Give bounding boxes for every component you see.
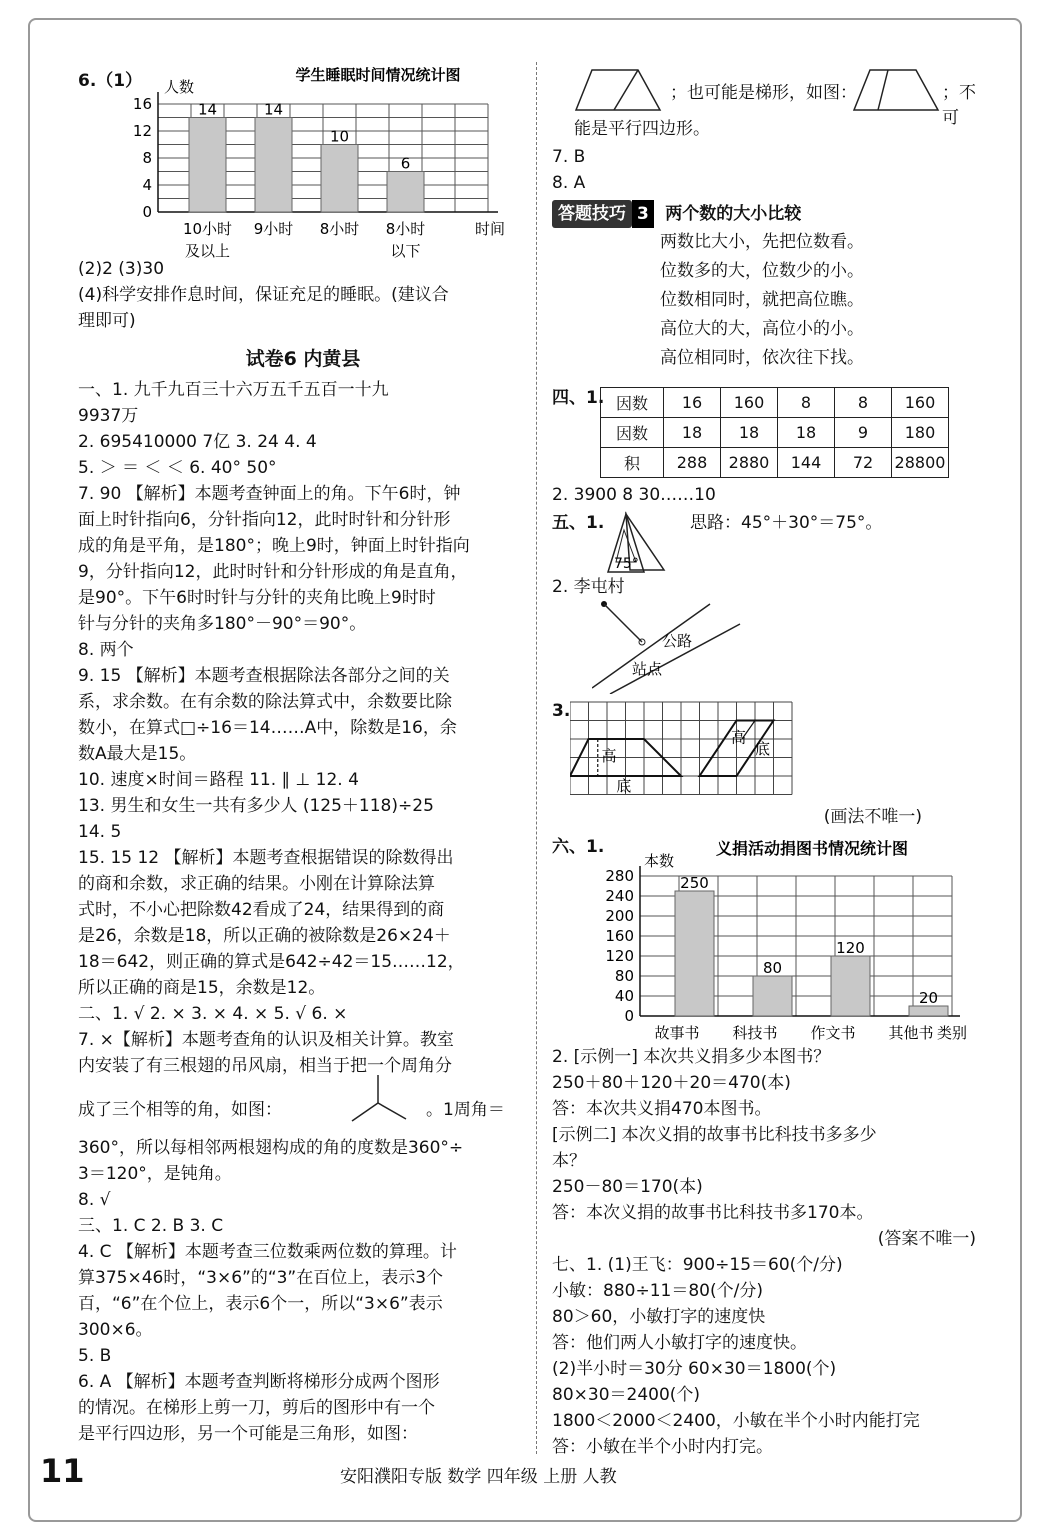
answer-line: 300×6。 — [78, 1320, 153, 1340]
bar-value-label: 14 — [263, 100, 284, 119]
answer-line: 80×30＝2400(个) — [552, 1385, 701, 1405]
table-cell: 72 — [835, 448, 892, 478]
bar-value-label: 20 — [918, 989, 939, 1007]
grid-note: (画法不唯一) — [823, 807, 922, 827]
answer-line: 10. 速度×时间＝路程 11. ∥ ⊥ 12. 4 — [78, 770, 359, 790]
column-divider — [536, 62, 537, 1454]
y-tick-label: 200 — [605, 907, 634, 925]
bar-value-label: 14 — [197, 100, 218, 119]
answer-line: 15. 15 12 【解析】本题考查根据错误的除数得出 — [78, 848, 454, 868]
category-label: 8小时 — [385, 220, 426, 238]
left-column — [78, 58, 528, 1447]
answer-line: 所以正确的商是15，余数是12。 — [78, 978, 326, 998]
q7-answer: 7. B — [552, 147, 586, 167]
table-cell: 因数 — [601, 418, 664, 448]
table-cell: 18 — [778, 418, 835, 448]
answer-line: 答：本次共义捐470本图书。 — [552, 1099, 772, 1119]
shape-text-b: ；不可 — [942, 83, 976, 128]
answer-line: 内安装了有三根翅的吊风扇，相当于把一个周角分 — [78, 1056, 452, 1076]
donation-bar-chart — [552, 832, 972, 1044]
fan-text-a: 成了三个相等的角，如图： — [78, 1100, 282, 1120]
table-cell: 8 — [835, 388, 892, 418]
bar — [675, 891, 714, 1016]
answer-line: 7. ×【解析】本题考查角的认识及相关计算。教室 — [78, 1030, 454, 1050]
footer-info: 安阳濮阳专版 数学 四年级 上册 人教 — [340, 1467, 617, 1487]
answer-line: 9. 15 【解析】本题考查根据除法各部分之间的关 — [78, 666, 450, 686]
bar — [255, 118, 292, 213]
answer-lines-2 — [78, 1135, 528, 1447]
s5-idea: 思路：45°＋30°＝75°。 — [690, 513, 883, 533]
fan-text-b: 。1周角＝ — [426, 1100, 505, 1120]
y-tick-label: 12 — [132, 122, 152, 140]
table-cell: 18 — [664, 418, 721, 448]
bar — [189, 118, 226, 213]
answer-line: 针与分针的夹角多180°－90°＝90°。 — [78, 614, 367, 634]
answer-line: 8. 两个 — [78, 640, 134, 660]
answer-line: 4. C 【解析】本题考查三位数乘两位数的算理。计 — [78, 1242, 457, 1262]
bar-value-label: 120 — [836, 939, 865, 957]
product-table — [600, 387, 949, 478]
answer-line: 80＞60，小敏打字的速度快 — [552, 1307, 766, 1327]
chart-title: 义捐活动捐图书情况统计图 — [715, 839, 909, 858]
table-cell: 160 — [721, 388, 778, 418]
fan-diagram — [346, 1075, 426, 1135]
category-label: 10小时 — [182, 220, 233, 238]
bar — [321, 145, 358, 213]
fan-line — [78, 1079, 528, 1135]
table-cell: 9 — [835, 418, 892, 448]
section6-q1 — [552, 832, 982, 1044]
answer-line: 9，分针指向12，此时时针和分针形成的角是直角， — [78, 562, 468, 582]
answer-line: 的商和余数，求正确的结果。小刚在计算除法算 — [78, 874, 435, 894]
table-cell: 18 — [721, 418, 778, 448]
section4 — [552, 385, 982, 508]
answer-line: 2. 695410000 7亿 3. 24 4. 4 — [78, 432, 317, 452]
y-tick-label: 40 — [614, 987, 634, 1005]
y-tick-label: 240 — [605, 887, 634, 905]
chart-title: 学生睡眠时间情况统计图 — [295, 66, 461, 84]
y-tick-label: 0 — [142, 203, 152, 221]
bar-value-label: 6 — [400, 154, 411, 173]
poem-line: 位数相同时，就把高位瞧。 — [660, 290, 864, 310]
y-tick-label: 280 — [605, 867, 634, 885]
bar — [909, 1006, 948, 1016]
q6-line: (4)科学安排作息时间，保证充足的睡眠。(建议合 — [78, 285, 449, 305]
page-footer — [40, 1452, 1000, 1492]
y-tick-label: 0 — [624, 1007, 634, 1025]
section5-q3 — [552, 698, 982, 832]
answer-line: 答：本次义捐的故事书比科技书多170本。 — [552, 1203, 874, 1223]
y-tick-label: 8 — [142, 149, 152, 167]
answer-line: 的情况。在梯形上剪一刀，剪后的图形中有一个 — [78, 1398, 435, 1418]
sleep-bar-chart — [108, 58, 548, 258]
q6-line: (2)2 (3)30 — [78, 259, 165, 279]
table-cell: 积 — [601, 448, 664, 478]
answer-lines-1 — [78, 377, 528, 1079]
answer-line: 百，“6”在个位上，表示6个一，所以“3×6”表示 — [78, 1294, 443, 1314]
y-axis-label: 人数 — [164, 78, 195, 96]
answer-line: 14. 5 — [78, 822, 122, 842]
height-label: 高 — [601, 747, 617, 766]
x-axis-label: 时间 — [474, 220, 506, 238]
category-label: 以下 — [390, 242, 421, 258]
table-row — [601, 418, 949, 448]
answer-line: 是26，余数是18，所以正确的被除数是26×24＋ — [78, 926, 451, 946]
page-number: 11 — [40, 1452, 85, 1490]
poem-line: 高位大的大，高位小的小。 — [660, 319, 864, 339]
s4-q2: 2. 3900 8 30……10 — [552, 485, 716, 505]
right-column — [552, 64, 982, 1460]
answer-line: 3＝120°，是钝角。 — [78, 1164, 232, 1184]
answer-lines-right — [552, 1044, 982, 1226]
tip-number: 3 — [632, 200, 654, 228]
bar — [831, 956, 870, 1016]
base-label: 底 — [616, 776, 632, 795]
table-cell: 288 — [664, 448, 721, 478]
answer-line: 是90°。下午6时时针与分针的夹角比晚上9时时 — [78, 588, 436, 608]
trapezoid-triangle-figure — [574, 66, 664, 112]
category-label: 其他书 — [888, 1024, 934, 1042]
table-row — [601, 388, 949, 418]
height-label: 高 — [730, 728, 746, 747]
poem-line: 两数比大小，先把位数看。 — [660, 232, 864, 252]
y-tick-label: 160 — [605, 927, 634, 945]
road-label: 公路 — [662, 632, 693, 650]
category-label: 科技书 — [732, 1024, 778, 1042]
station-label: 站点 — [632, 660, 663, 678]
tip-title: 两个数的大小比较 — [665, 204, 802, 224]
answer-line: 1800＜2000＜2400，小敏在半个小时内能打完 — [552, 1411, 920, 1431]
y-tick-label: 80 — [614, 967, 634, 985]
bar-value-label: 250 — [680, 874, 709, 892]
section-title: 试卷6 内黄县 — [245, 348, 361, 370]
answer-line: 成的角是平角，是180°；晚上9时，钟面上时针指向 — [78, 536, 470, 556]
poem-line: 位数多的大，位数少的小。 — [660, 261, 864, 281]
set-square-figure — [600, 510, 680, 580]
answer-line: 360°，所以每相邻两根翅构成的角的度数是360°÷ — [78, 1138, 464, 1158]
answer-line: 5. B — [78, 1346, 112, 1366]
bar-value-label: 80 — [762, 959, 783, 977]
q2-label: 2. 李屯村 — [552, 577, 625, 597]
answer-line: 七、1. (1)王飞：900÷15＝60(个/分) — [552, 1255, 843, 1275]
q6-line: 理即可) — [78, 311, 136, 331]
table-cell: 160 — [892, 388, 949, 418]
answer-lines-right-2 — [552, 1252, 982, 1460]
table-cell: 180 — [892, 418, 949, 448]
bar — [753, 976, 792, 1016]
shape-text-a: ；也可能是梯形，如图： — [670, 83, 857, 103]
q3-label: 3. — [552, 701, 571, 721]
table-cell: 8 — [778, 388, 835, 418]
answer-line: 9937万 — [78, 406, 139, 426]
category-label: 故事书 — [654, 1024, 700, 1042]
answer-line: 小敏：880÷11＝80(个/分) — [552, 1281, 763, 1301]
q6-label: 6.（1） — [78, 71, 143, 91]
bar-value-label: 10 — [329, 127, 350, 146]
tip-poem — [660, 228, 982, 373]
q6-answers — [78, 256, 528, 334]
answer-line: 式时，不小心把除数42看成了24，结果得到的商 — [78, 900, 445, 920]
grid-drawing — [570, 698, 810, 798]
answer-line: 是平行四边形，另一个可能是三角形，如图： — [78, 1424, 418, 1444]
section5-q1 — [552, 508, 982, 574]
answer-line: 一、1. 九千九百三十六万五千五百一十九 — [78, 380, 389, 400]
base-label: 底 — [755, 739, 771, 758]
shape-text-c: 能是平行四边形。 — [574, 119, 710, 139]
table-cell: 16 — [664, 388, 721, 418]
answer-note: (答案不唯一) — [877, 1229, 976, 1249]
y-axis-label: 本数 — [644, 852, 675, 870]
answer-line: 答：小敏在半个小时内打完。 — [552, 1437, 773, 1457]
answer-line: 250－80＝170(本) — [552, 1177, 703, 1197]
q8-answer: 8. A — [552, 173, 586, 193]
table-cell: 2880 — [721, 448, 778, 478]
answer-line: 本？ — [552, 1151, 586, 1171]
y-tick-label: 16 — [132, 95, 152, 113]
answer-line: 数A最大是15。 — [78, 744, 197, 764]
tip-header — [552, 200, 982, 228]
answer-line: [示例二] 本次义捐的故事书比科技书多多少 — [552, 1125, 877, 1145]
table-cell: 144 — [778, 448, 835, 478]
category-label: 8小时 — [319, 220, 360, 238]
answer-line: (2)半小时＝30分 60×30＝1800(个) — [552, 1359, 837, 1379]
sleep-chart-block — [78, 58, 528, 256]
answer-line: 数小，在算式□÷16＝14……A中，除数是16，余 — [78, 718, 457, 738]
answer-line: 8. √ — [78, 1190, 111, 1210]
answer-line: 三、1. C 2. B 3. C — [78, 1216, 224, 1236]
bar — [387, 172, 424, 213]
table-cell: 因数 — [601, 388, 664, 418]
answer-line: 13. 男生和女生一共有多少人 (125＋118)÷25 — [78, 796, 434, 816]
answer-line: 2. [示例一] 本次共义捐多少本图书？ — [552, 1047, 831, 1067]
answer-line: 7. 90 【解析】本题考查钟面上的角。下午6时，钟 — [78, 484, 461, 504]
answer-line: 250＋80＋120＋20＝470(本) — [552, 1073, 791, 1093]
category-label: 及以上 — [184, 242, 231, 258]
answer-line: 二、1. √ 2. × 3. × 4. × 5. √ 6. × — [78, 1004, 348, 1024]
table-row — [601, 448, 949, 478]
y-tick-label: 120 — [605, 947, 634, 965]
answer-line: 18＝642，则正确的算式是642÷42＝15……12， — [78, 952, 465, 972]
cut-shapes-line — [552, 64, 982, 144]
answer-line: 答：他们两人小敏打字的速度快。 — [552, 1333, 807, 1353]
angle-label: 75° — [614, 556, 639, 572]
s6-label: 六、1. — [552, 837, 605, 857]
trapezoid-trapezoid-figure — [852, 66, 942, 112]
category-label: 9小时 — [253, 220, 294, 238]
answer-line: 算375×46时，“3×6”的“3”在百位上，表示3个 — [78, 1268, 444, 1288]
road-map-figure — [592, 594, 852, 694]
s4-label: 四、1. — [552, 388, 605, 408]
y-tick-label: 4 — [142, 176, 152, 194]
answer-line: 系，求余数。在有余数的除法算式中，余数要比除 — [78, 692, 452, 712]
answer-line: 6. A 【解析】本题考查判断将梯形分成两个图形 — [78, 1372, 440, 1392]
answer-line: 面上时针指向6，分针指向12，此时时针和分针形 — [78, 510, 451, 530]
x-axis-label: 类别 — [936, 1024, 968, 1042]
table-cell: 28800 — [892, 448, 949, 478]
section5-q2 — [552, 574, 982, 698]
poem-line: 高位相同时，依次往下找。 — [660, 348, 864, 368]
tip-badge: 答题技巧 — [552, 200, 632, 228]
answer-line: 5. ＞ ＝ ＜ ＜ 6. 40° 50° — [78, 458, 277, 478]
s5-label: 五、1. — [552, 513, 605, 533]
category-label: 作文书 — [810, 1024, 856, 1042]
